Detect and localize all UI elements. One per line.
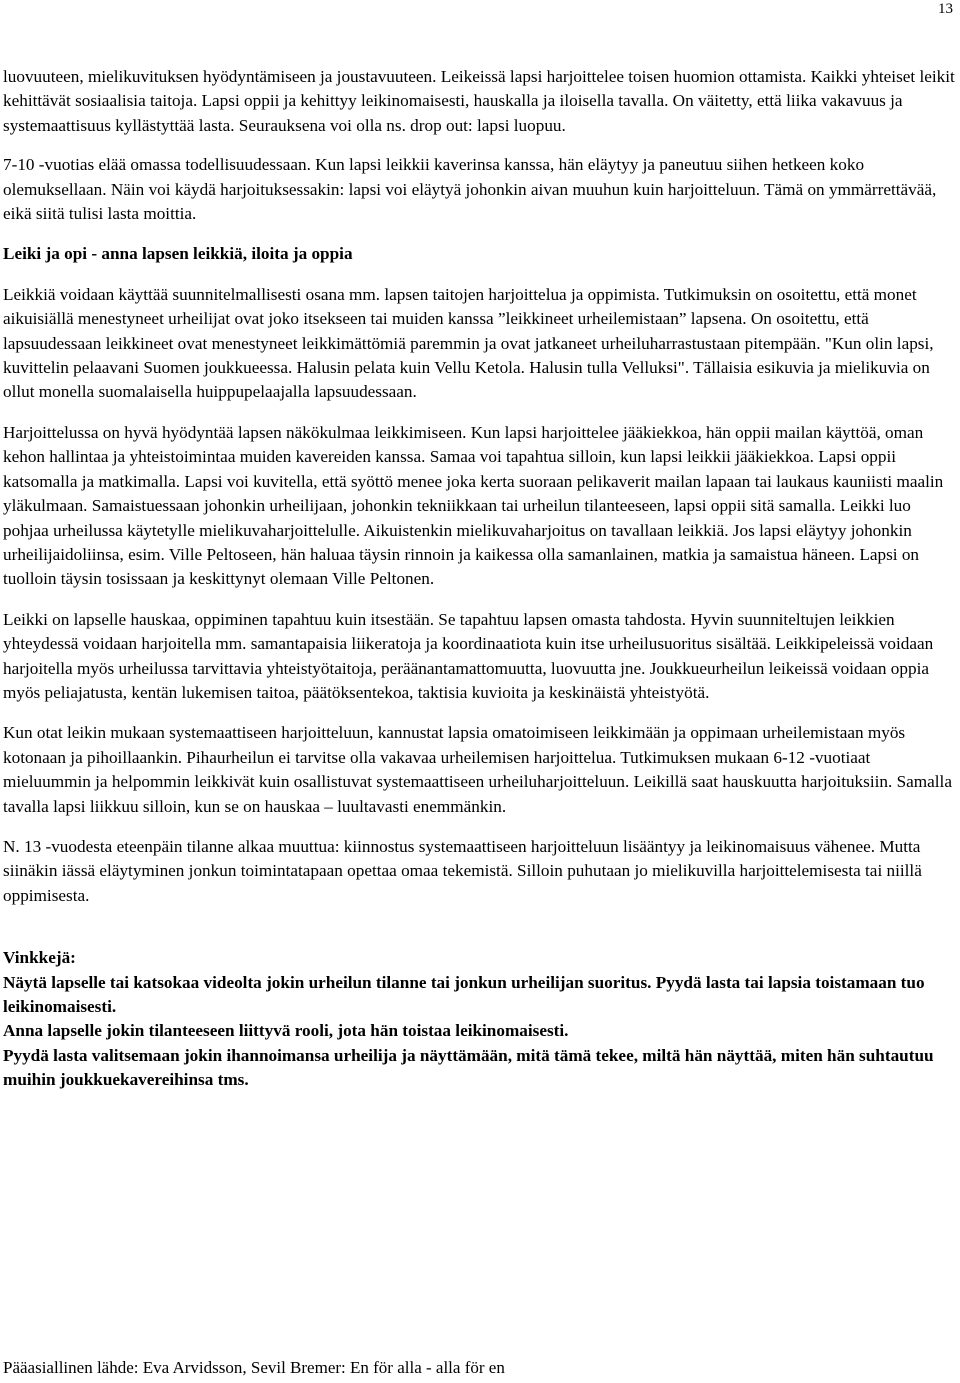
paragraph-age-13: N. 13 -vuodesta eteenpäin tilanne alkaa muuttua: kiinnostus systemaattiseen harjoitteluun lisääntyy ja leikinomaisuus vähenee. Mutta siinäkin iässä eläytyminen jonkun toimintatapaan opettaa omaa tekemistä. Silloin puhutaan jo mielikuvilla harjoittelemisesta tai niillä oppimisesta. [3,836,922,905]
tip-item: Näytä lapselle tai katsokaa videolta jokin urheilun tilanne tai jonkun urheilijan suoritus. Pyydä lasta tai lapsia toistamaan tuo leikinomaisesti. [3,972,925,1016]
paragraph-play-fun: Leikki on lapselle hauskaa, oppiminen tapahtuu kuin itsestään. Se tapahtuu lapsen omasta tahdosta. Hyvin suunniteltujen leikkien yhteydessä voidaan harjoitella mm. samantapaisia liikeratoja ja koordinaatiota kuin itse urheilusuoritus sisältää. Leikkipeleissä voidaan harjoitella myös urheilussa tarvittavia yhteistyötaitoja, peräänantamattomuutta, luovuutta jne. Joukkueurheilun leikeissä voidaan oppia myös peliajatusta, kentän lukemisen taitoa, päätöksentekoa, taktisia kuvioita ja keskinäistä yhteistyötä. [3,609,934,702]
section-heading: Leiki ja opi - anna lapsen leikkiä, iloita ja oppia [3,244,353,264]
paragraph-age-7-10: 7-10 -vuotias elää omassa todellisuudessaan. Kun lapsi leikkii kaverinsa kanssa, hän eläytyy ja paneutuu siihen hetkeen koko olemuksellaan. Näin voi käydä harjoituksessakin: lapsi voi eläytyä johonkin aivan muuhun kuin harjoitteluun. Tämä on ymmärrettävää, eikä siitä tulisi lasta moittia. [3,155,937,224]
tip-item: Anna lapselle jokin tilanteeseen liittyvä rooli, jota hän toistaa leikinomaisesti. [3,1021,569,1041]
page-number: 13 [938,1,953,17]
tips-title: Vinkkejä: [3,948,76,968]
tips-section [3,946,955,1092]
tip-item: Pyydä lasta valitsemaan jokin ihannoimansa urheilija ja näyttämään, mitä tämä tekee, miltä hän näyttää, miten hän suhtautuu muihin joukkuekavereihinsa tms. [3,1045,934,1090]
source-citation: Pääasiallinen lähde: Eva Arvidsson, Sevil Bremer: En för alla - alla för en [3,1358,505,1377]
paragraph-intro: luovuuteen, mielikuvituksen hyödyntämiseen ja joustavuuteen. Leikeissä lapsi harjoittelee toisen huomion ottamista. Kaikki yhteiset leikit kehittävät sosiaalisia taitoja. Lapsi oppii ja kehittyy leikinomaisesti, hauskalla ja iloisella tavalla. On väitetty, että liika vakavuus ja systemaattisuus kyllästyttää lasta. Seurauksena voi olla ns. drop out: lapsi luopuu. [3,67,955,135]
paragraph-systematic-training: Kun otat leikin mukaan systemaattiseen harjoitteluun, kannustat lapsia omatoimiseen leikkimään ja oppimaan urheilemistaan myös kotonaan ja pihoillaankin. Pihaurheilun ei tarvitse olla vakavaa urheilemisen harjoittelua. Tutkimuksen mukaan 6-12 -vuotiaat mieluummin ja helpommin leikkivät kuin osallistuvat systemaattiseen urheiluharjoitteluun. Leikillä saat hauskuutta harjoituksiin. Samalla tavalla lapsi liikkuu silloin, kun se on hauskaa – luultavasti enemmänkin. [3,723,952,816]
page-content [3,65,955,1093]
paragraph-play-planned: Leikkiä voidaan käyttää suunnitelmallisesti osana mm. lapsen taitojen harjoittelua ja oppimista. Tutkimuksin on osoitettu, että monet aikuisiällä menestyneet urheilijat ovat joko itsekseen tai muiden kanssa ”leikkineet urheilemistaan” lapsena. On osoitettu, että lapsuudessaan leikkineet ovat menestyneet leikkimättömiä paremmin ja ovat jatkaneet urheiluharrastustaan pitempään. "Kun olin lapsi, kuvittelin pelaavani Suomen joukkueessa. Halusin pelata kuin Vellu Ketola. Halusin tulla Velluksi". Tällaisia esikuvia ja mielikuvia on ollut monella suomalaisella huippupelaajalla lapsuudessaan. [3,284,934,402]
paragraph-child-perspective: Harjoittelussa on hyvä hyödyntää lapsen näkökulmaa leikkimiseen. Kun lapsi harjoittelee jääkiekkoa, hän oppii mailan käyttöä, oman kehon hallintaa ja yhteistoimintaa muiden kavereiden kanssa. Samaa voi tapahtua silloin, kun lapsi leikkii jääkiekkoa. Lapsi oppii katsomalla ja matkimalla. Lapsi voi kuvitella, että syöttö menee joka kerta suoraan pelikaverit mailan lapaan tai laukaus kauniisti maalin yläkulmaan. Samaistuessaan johonkin urheilijaan, johonkin tekniikkaan tai urheilun tilanteeseen, lapsi oppii sitä samalla. Leikki luo pohjaa urheilussa käytetylle mielikuvaharjoittelulle. Aikuistenkin mielikuvaharjoitus on tavallaan leikkiä. Jos lapsi eläytyy johonkin urheilijaidoliinsa, esim. Ville Peltoseen, hän haluaa täysin rinnoin ja kaikessa olla samanlainen, matkia ja samaistua häneen. Lapsi on tuolloin täysin tosissaan ja keskittynyt olemaan Ville Peltonen. [3,422,944,589]
